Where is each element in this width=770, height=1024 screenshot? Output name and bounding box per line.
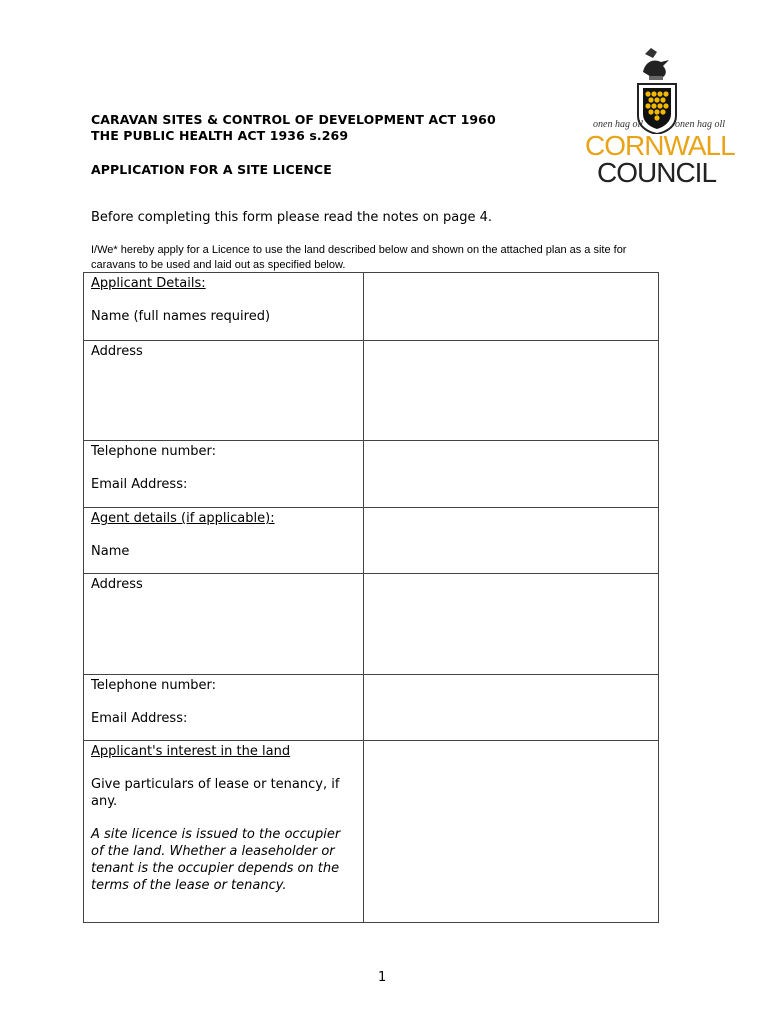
table-row [84,273,659,341]
agent-telephone-label: Telephone number: [91,678,217,693]
agent-contact-field[interactable] [364,675,659,741]
interest-heading: Applicant's interest in the land [91,744,291,759]
table-row [84,574,659,675]
applicant-address-field[interactable] [364,341,659,441]
applicant-heading: Applicant Details: [91,276,206,291]
interest-text: Give particulars of lease or tenancy, if any. [91,777,340,809]
interest-note: A site licence is issued to the occupier of the land. Whether a leaseholder or tenant is the occupier depends on the terms of the lease or tenancy. [91,827,341,893]
telephone-label: Telephone number: [91,444,217,459]
interest-field[interactable] [364,741,659,923]
motto-right: onen hag oll [675,119,725,130]
intro-text: Before completing this form please read the notes on page 4. [91,210,493,225]
table-row [84,741,659,923]
act-title-1960: CARAVAN SITES & CONTROL OF DEVELOPMENT ACT 1960 [91,112,496,127]
address-label: Address [91,344,143,359]
email-label: Email Address: [91,477,188,492]
application-form-table [83,272,659,923]
agent-name-field[interactable] [364,508,659,574]
cornwall-council-logo [583,44,743,194]
name-label: Name (full names required) [91,309,271,324]
declaration-text: I/We* hereby apply for a Licence to use the land described below and shown on the attached plan as a site for caravans to be used and laid out as specified below. [91,244,627,271]
motto-left: onen hag oll [593,119,643,130]
applicant-details-label-cell [84,273,364,341]
table-row [84,508,659,574]
agent-address-field[interactable] [364,574,659,675]
agent-name-label: Name [91,544,130,559]
table-row [84,441,659,508]
table-row [84,341,659,441]
form-title: APPLICATION FOR A SITE LICENCE [91,162,332,177]
agent-address-label: Address [91,577,143,592]
agent-email-label: Email Address: [91,711,188,726]
logo-cornwall: CORNWALL [585,130,735,161]
logo-council: COUNCIL [597,157,717,188]
act-title-1936: THE PUBLIC HEALTH ACT 1936 s.269 [91,128,349,143]
applicant-name-field[interactable] [364,273,659,341]
agent-heading: Agent details (if applicable): [91,511,275,526]
applicant-contact-field[interactable] [364,441,659,508]
table-row [84,675,659,741]
page-number: 1 [378,970,387,985]
